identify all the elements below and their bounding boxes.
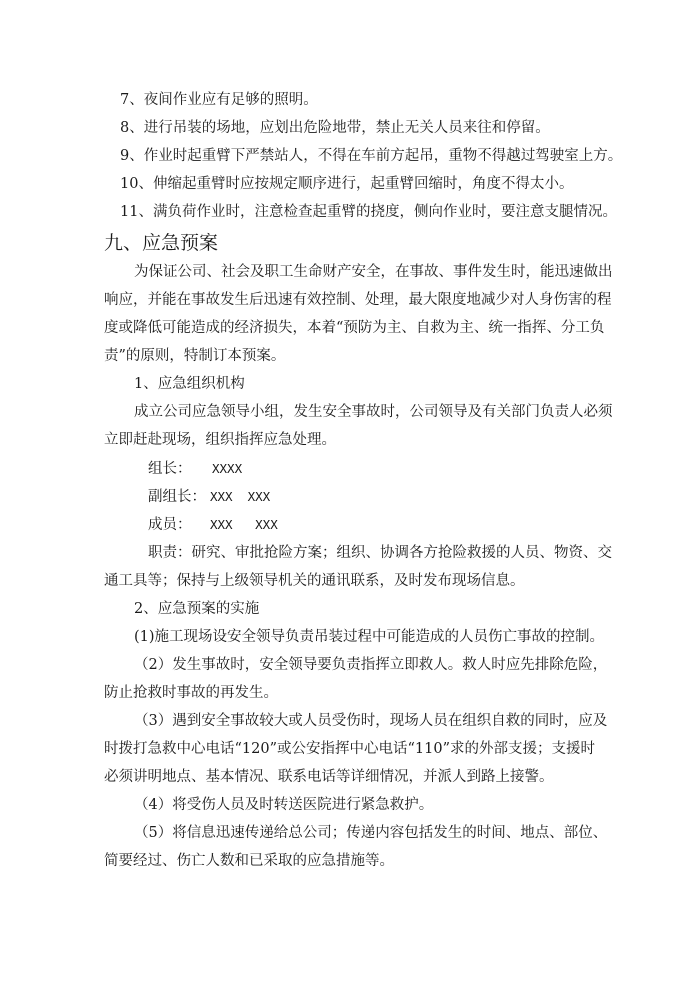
intro-line: 响应，并能在事故发生后迅速有效控制、处理，最大限度地减少对人身伤害的程 (104, 292, 612, 308)
sub1-body-line: 成立公司应急领导小组，发生安全事故时，公司领导及有关部门负责人必须 (134, 404, 613, 420)
impl-line: （4）将受伤人员及时转送医院进行紧急救护。 (134, 797, 434, 813)
intro-line: 为保证公司、社会及职工生命财产安全，在事故、事件发生时，能迅速做出 (134, 264, 613, 280)
rule-11: 11、满负荷作业时，注意检查起重臂的挠度，侧向作业时，要注意支腿情况。 (120, 204, 617, 220)
sub1-body-line: 立即赶赴现场，组织指挥应急处理。 (104, 432, 336, 448)
rule-10: 10、伸缩起重臂时应按规定顺序进行，起重臂回缩时，角度不得太小。 (120, 176, 574, 192)
rule-7: 7、夜间作业应有足够的照明。 (120, 92, 318, 108)
duty-line: 职责：研究、审批抢险方案；组织、协调各方抢险救援的人员、物资、交 (148, 545, 612, 561)
impl-line: （3）遇到安全事故较大或人员受伤时，现场人员在组织自救的同时，应及 (134, 713, 608, 729)
intro-line: 责”的原则，特制订本预案。 (104, 348, 286, 364)
impl-line: 必须讲明地点、基本情况、联系电话等详细情况，并派人到路上接警。 (104, 769, 554, 785)
duty-line: 通工具等；保持与上级领导机关的通讯联系，及时发布现场信息。 (104, 573, 525, 589)
leader-value: XXXX (212, 461, 243, 476)
intro-line: 度或降低可能造成的经济损失，本着“预防为主、自救为主、统一指挥、分工负 (104, 320, 605, 336)
subsection-title-2: 2、应急预案的实施 (134, 601, 260, 617)
impl-line: （2）发生事故时，安全领导要负责指挥立即救人。救人时应先排除危险， (134, 657, 608, 673)
subsection-title-1: 1、应急组织机构 (134, 376, 245, 392)
leader-label: 组长： (148, 461, 192, 477)
impl-line: (1)施工现场设安全领导负责吊装过程中可能造成的人员伤亡事故的控制。 (134, 629, 605, 645)
impl-line: 简要经过、伤亡人数和已采取的应急措施等。 (104, 853, 394, 869)
deputy-value: XXX XXX (210, 489, 271, 504)
deputy-label: 副组长： (148, 489, 206, 505)
rule-8: 8、进行吊装的场地，应划出危险地带，禁止无关人员来往和停留。 (120, 120, 550, 136)
member-value: XXX XXX (210, 517, 278, 532)
section-title: 九、应急预案 (104, 232, 219, 254)
impl-line: （5）将信息迅速传递给总公司；传递内容包括发生的时间、地点、部位、 (134, 825, 608, 841)
rule-9: 9、作业时起重臂下严禁站人，不得在车前方起吊，重物不得越过驾驶室上方。 (120, 148, 623, 164)
impl-line: 防止抢救时事故的再发生。 (104, 685, 278, 701)
member-label: 成员： (148, 517, 192, 533)
impl-line: 时拨打急救中心电话“120”或公安指挥中心电话“110”求的外部支援；支援时 (104, 741, 596, 757)
